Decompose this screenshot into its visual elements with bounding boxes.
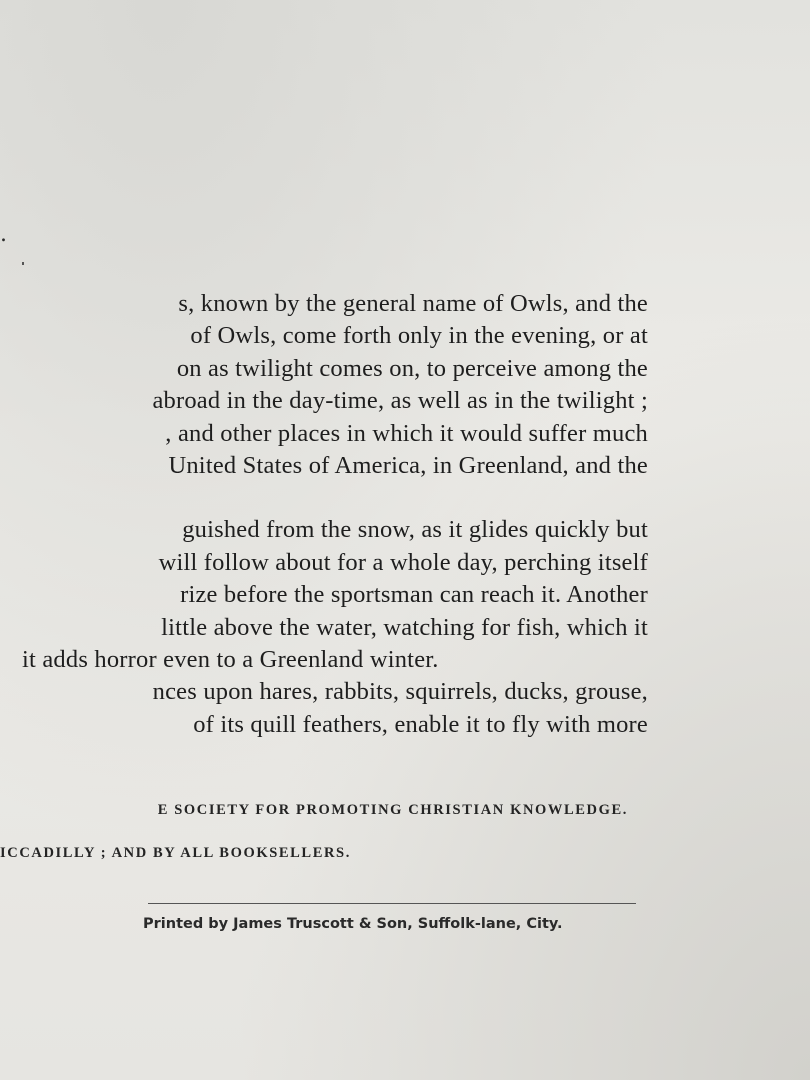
publisher-imprint-line-1: E SOCIETY FOR PROMOTING CHRISTIAN KNOWLEDGE. [157,802,628,818]
body-line: abroad in the day-time, as well as in the twilight ; [152,387,648,415]
printer-credit: Printed by James Truscott & Son, Suffolk-lane, City. [143,916,563,932]
body-line: of its quill feathers, enable it to fly with more [193,710,648,738]
body-text [0,288,648,741]
divider-rule [148,903,636,904]
publisher-imprint-line-2: ICCADILLY ; AND BY ALL BOOKSELLERS. [0,845,351,861]
stray-punctuation: . [0,222,7,247]
body-line: of Owls, come forth only in the evening, or at [190,322,648,350]
body-line: will follow about for a whole day, perching itself [158,548,648,576]
body-line: nces upon hares, rabbits, squirrels, ducks, grouse, [152,678,648,706]
body-line: on as twilight comes on, to perceive among the [176,354,648,382]
body-line: , and other places in which it would suffer much [165,419,648,447]
body-line: rize before the sportsman can reach it. Another [180,581,648,609]
body-line: it adds horror even to a Greenland winter. [22,646,439,674]
ink-speck [22,262,24,265]
body-line: little above the water, watching for fish, which it [161,613,648,641]
paragraph-gap [0,482,648,514]
body-line: guished from the snow, as it glides quickly but [182,516,648,544]
body-line: s, known by the general name of Owls, and the [178,290,648,317]
body-line: United States of America, in Greenland, and the [168,452,648,480]
